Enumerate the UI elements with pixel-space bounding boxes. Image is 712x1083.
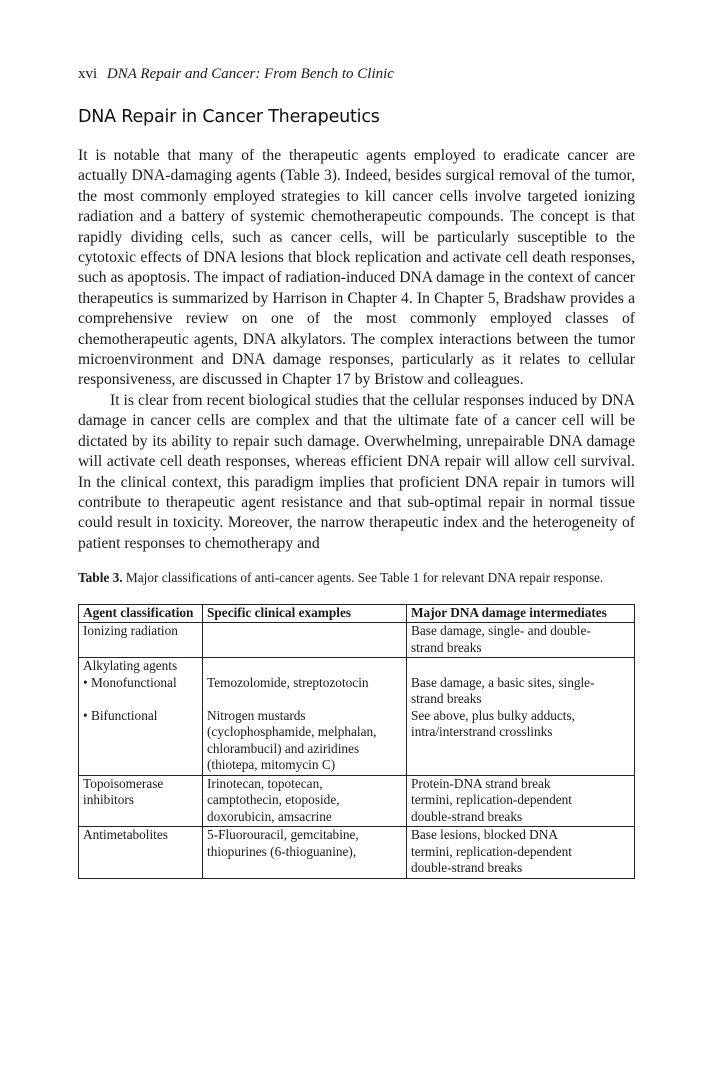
table-header-cell: Specific clinical examples	[203, 604, 407, 623]
body-paragraph: It is clear from recent biological studies that the cellular responses induced by DNA damage in cancer cells are complex and that the ultimate fate of a cancer cell will be dictated by its ability to repair such damage. Overwhelming, unrepairable DNA damage will activate cell death responses, whereas efficient DNA repair will allow cell survival. In the clinical context, this paradigm implies that proficient DNA repair in tumors will contribute to therapeutic agent resistance and that sub-optimal repair in normal tissue could result in toxicity. Moreover, the narrow therapeutic index and the heterogeneity of patient responses to chemotherapy and	[78, 391, 635, 552]
cell-line	[83, 691, 198, 708]
table-cell	[407, 775, 635, 827]
cell-line: See above, plus bulky adducts,	[411, 707, 575, 723]
book-page	[78, 64, 635, 879]
table-row	[79, 623, 635, 658]
page-number: xvi	[78, 66, 98, 82]
cell-line: Base damage, a basic sites, single-	[411, 674, 595, 690]
cell-line: termini, replication-dependent	[411, 843, 572, 859]
cell-line: 5-Fluorouracil, gemcitabine,	[207, 827, 359, 843]
cell-line: inhibitors	[83, 792, 134, 808]
table-cell	[203, 775, 407, 827]
cell-line: strand breaks	[411, 639, 482, 655]
cell-line: Nitrogen mustards	[207, 707, 306, 723]
cell-line: Topoisomerase	[83, 775, 164, 791]
cell-line: Base lesions, blocked DNA	[411, 827, 558, 843]
agents-table	[78, 604, 635, 879]
cell-line: doxorubicin, amsacrine	[207, 808, 332, 824]
cell-line: • Bifunctional	[83, 707, 158, 723]
table-cell	[407, 827, 635, 879]
table-row	[79, 658, 635, 776]
body-paragraph: It is notable that many of the therapeutic agents employed to eradicate cancer are actually DNA-damaging agents (Table 3). Indeed, besides surgical removal of the tumor, the most commonly employed strategies to kill cancer cells involve targeted ionizing radiation and a battery of systemic chemotherapeutic compounds. The concept is that rapidly dividing cells, such as cancer cells, will be particularly susceptible to the cytotoxic effects of DNA lesions that block replication and activate cell death responses, such as apoptosis. The impact of radiation-induced DNA damage in the context of cancer therapeutics is summarized by Harrison in Chapter 4. In Chapter 5, Bradshaw provides a comprehensive review on one of the most commonly employed classes of chemotherapeutic agents, DNA alkylators. The complex interactions between the tumor microenvironment and DNA damage responses, particularly as it relates to cellular responsiveness, are discussed in Chapter 17 by Bristow and colleagues.	[78, 147, 635, 389]
table-caption	[78, 570, 635, 587]
cell-line: Alkylating agents	[83, 658, 178, 674]
table-header-row	[79, 604, 635, 623]
cell-line: chlorambucil) and aziridines	[207, 740, 360, 756]
cell-line: (thiotepa, mitomycin C)	[207, 757, 336, 773]
table-caption-text: Major classifications of anti-cancer agents. See Table 1 for relevant DNA repair response.	[122, 570, 604, 586]
cell-line: Ionizing radiation	[83, 623, 178, 639]
cell-line: termini, replication-dependent	[411, 792, 572, 808]
cell-line: double-strand breaks	[411, 808, 523, 824]
cell-line: Protein-DNA strand break	[411, 775, 551, 791]
cell-line: Irinotecan, topotecan,	[207, 775, 323, 791]
table-cell	[79, 827, 203, 879]
cell-line: (cyclophosphamide, melphalan,	[207, 724, 377, 740]
table-header-cell: Major DNA damage intermediates	[407, 604, 635, 623]
table-header-cell: Agent classification	[79, 604, 203, 623]
table-cell	[79, 623, 203, 658]
cell-line: Antimetabolites	[83, 827, 168, 843]
cell-line: intra/interstrand crosslinks	[411, 724, 553, 740]
cell-line: Temozolomide, streptozotocin	[207, 674, 369, 690]
table-row	[79, 775, 635, 827]
table-cell	[203, 658, 407, 776]
section-heading: DNA Repair in Cancer Therapeutics	[78, 107, 380, 127]
cell-line	[207, 691, 402, 708]
table-cell	[79, 658, 203, 776]
table-cell	[407, 658, 635, 776]
table-cell	[407, 623, 635, 658]
cell-line	[207, 658, 402, 675]
cell-line: Base damage, single- and double-	[411, 623, 591, 639]
cell-line: • Monofunctional	[83, 674, 177, 690]
cell-line: thiopurines (6-thioguanine),	[207, 843, 357, 859]
table-cell	[203, 827, 407, 879]
running-head	[78, 64, 635, 84]
table-body	[79, 623, 635, 879]
cell-line	[411, 658, 630, 675]
cell-line: strand breaks	[411, 691, 482, 707]
cell-line: double-strand breaks	[411, 860, 523, 876]
table-row	[79, 827, 635, 879]
cell-line: camptothecin, etoposide,	[207, 792, 340, 808]
table-caption-label: Table 3.	[78, 570, 123, 586]
table-cell	[203, 623, 407, 658]
book-title: DNA Repair and Cancer: From Bench to Clinic	[106, 66, 394, 82]
table-cell	[79, 775, 203, 827]
